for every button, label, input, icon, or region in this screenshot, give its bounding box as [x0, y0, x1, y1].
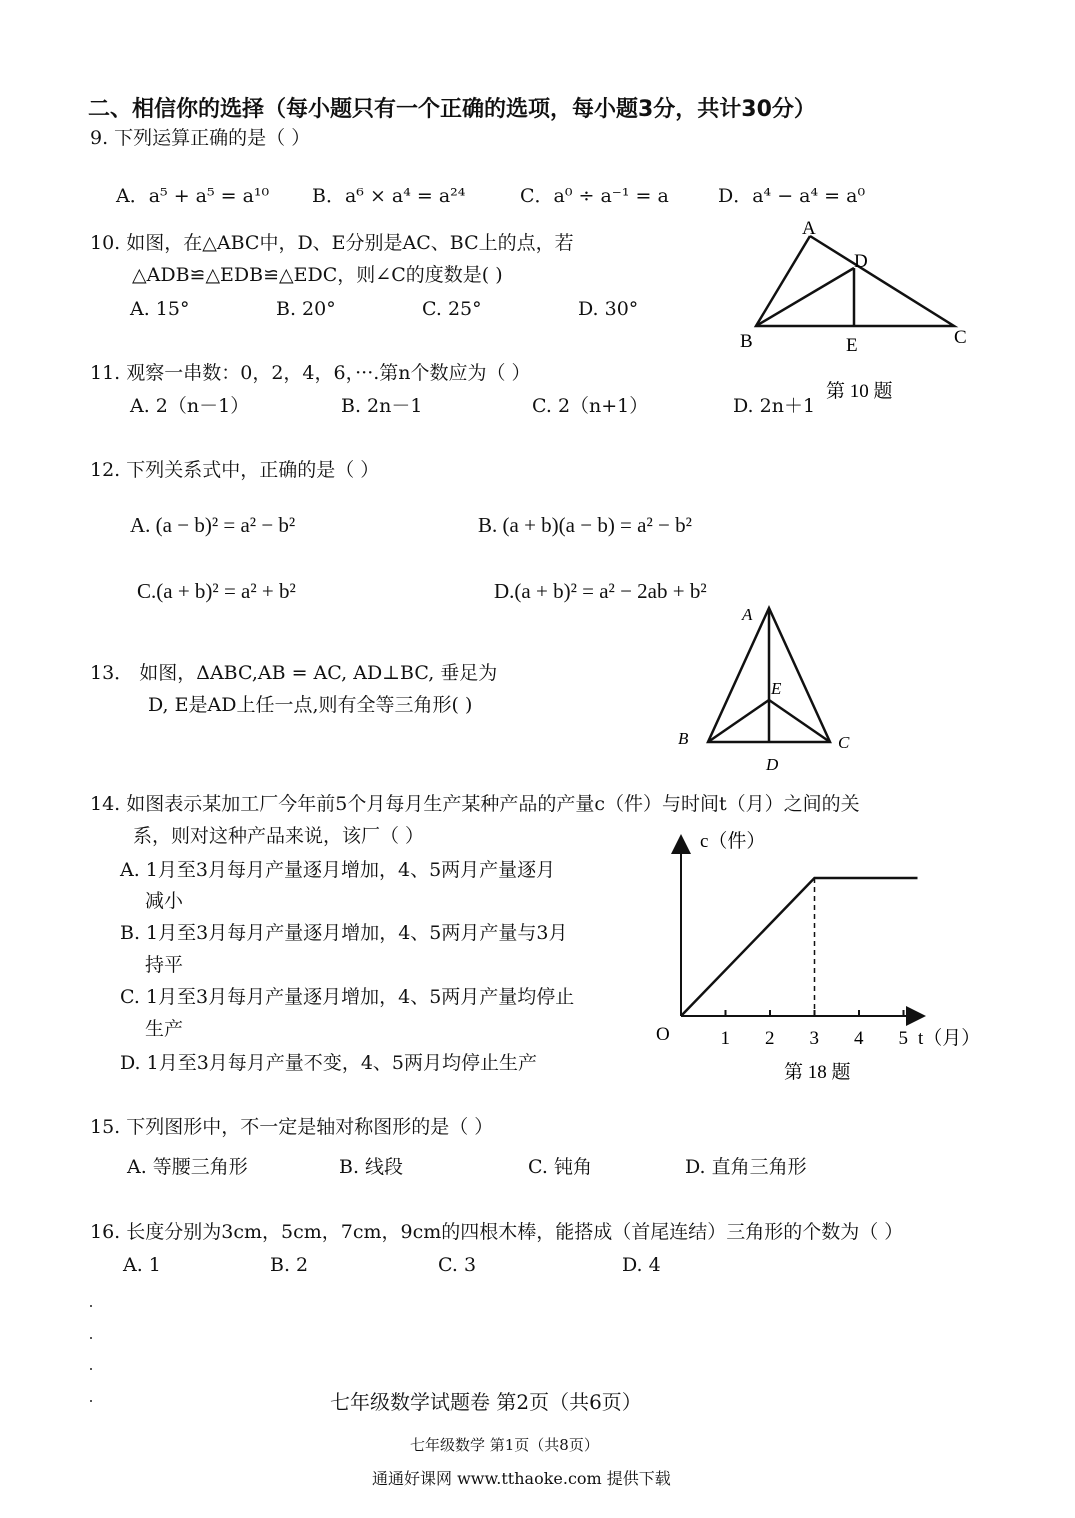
q16-option-a: A. 1: [123, 1254, 161, 1276]
q12-option-d: D.(a + b)² = a² − 2ab + b²: [494, 579, 707, 603]
q14-chart-caption: 第 18 题: [784, 1062, 851, 1083]
q13-stem-line2: D, E是AD上任一点,则有全等三角形( ): [148, 694, 473, 716]
q11-stem: 11. 观察一串数：0，2，4，6，···.第n个数应为（ ）: [90, 362, 531, 384]
x-axis-label: t（月）: [918, 1028, 981, 1049]
x-tick-label: 1: [720, 1028, 730, 1049]
q13-label-e: E: [771, 679, 782, 698]
footer-page-info-small: 七年级数学 第1页（共8页）: [410, 1436, 599, 1454]
q14-stem-line2: 系，则对这种产品来说，该厂（ ）: [133, 825, 425, 847]
q9-option-c: C．a⁰ ÷ a⁻¹ = a: [520, 185, 669, 207]
scan-speck: [90, 1337, 92, 1339]
q10-stem-line2: △ADB≌△EDB≌△EDC，则∠C的度数是( ): [132, 264, 503, 286]
q10-label-b: B: [740, 331, 753, 352]
q10-triangle-figure: [730, 214, 990, 414]
q11-option-c: C. 2（n+1）: [532, 395, 649, 417]
q13-stem-line1: 13． 如图，ΔABC,AB = AC, AD⊥BC, 垂足为: [90, 662, 498, 684]
footer-page-info: 七年级数学试题卷 第2页（共6页）: [330, 1390, 642, 1414]
q12-option-a: A. (a − b)² = a² − b²: [130, 513, 296, 537]
q15-option-b: B. 线段: [339, 1156, 404, 1178]
q14-production-chart: [650, 826, 990, 1088]
q13-label-a: A: [742, 605, 753, 624]
q13-triangle-figure: [670, 600, 870, 776]
origin-label: O: [656, 1024, 670, 1045]
q16-option-c: C. 3: [438, 1254, 477, 1276]
scan-speck: [90, 1368, 92, 1370]
q16-option-b: B. 2: [270, 1254, 309, 1276]
q16-option-d: D. 4: [622, 1254, 661, 1276]
q10-caption: 第 10 题: [826, 381, 893, 402]
q10-label-d: D: [854, 251, 868, 272]
x-tick-label: 2: [765, 1028, 775, 1049]
q11-option-a: A. 2（n－1）: [130, 395, 250, 417]
q14-option-d: D. 1月至3月每月产量不变，4、5两月均停止生产: [120, 1052, 537, 1074]
scan-speck: [90, 1400, 92, 1402]
q13-label-d: D: [766, 755, 779, 774]
q9-stem: 9. 下列运算正确的是（ ）: [90, 127, 311, 149]
q9-option-d: D．a⁴ − a⁴ = a⁰: [718, 185, 866, 207]
q15-stem: 15. 下列图形中，不一定是轴对称图形的是（ ）: [90, 1116, 494, 1138]
q11-option-d: D. 2n＋1: [733, 395, 816, 417]
q12-option-b: B. (a + b)(a − b) = a² − b²: [478, 513, 692, 537]
production-line: [681, 878, 918, 1016]
q16-stem: 16. 长度分别为3cm，5cm，7cm，9cm的四根木棒，能搭成（首尾连结）三角形的个数为（ ）: [90, 1221, 904, 1243]
q12-option-c: C.(a + b)² = a² + b²: [137, 579, 296, 603]
q15-option-d: D. 直角三角形: [685, 1156, 807, 1178]
q15-option-c: C. 钝角: [528, 1156, 592, 1178]
q11-option-b: B. 2n－1: [341, 395, 423, 417]
x-tick-label: 3: [809, 1028, 819, 1049]
scan-speck: [90, 1305, 92, 1307]
section-title: 二、相信你的选择（每小题只有一个正确的选项，每小题3分，共计30分）: [88, 97, 816, 122]
q14-option-a-line2: 减小: [145, 890, 184, 912]
q10-option-c: C. 25°: [422, 298, 482, 320]
footer-credit: 通通好课网 www.tthaoke.com 提供下载: [372, 1469, 671, 1488]
q14-option-b-line2: 持平: [145, 954, 184, 976]
q13-label-c: C: [838, 733, 850, 752]
q9-option-a: A．a⁵ + a⁵ = a¹⁰: [116, 185, 270, 207]
x-tick-label: 5: [898, 1028, 908, 1049]
q14-option-c-line2: 生产: [145, 1018, 184, 1040]
q10-option-a: A. 15°: [130, 298, 190, 320]
q10-option-b: B. 20°: [276, 298, 336, 320]
q10-label-c: C: [954, 327, 967, 348]
q14-option-c-line1: C. 1月至3月每月产量逐月增加，4、5两月产量均停止: [120, 986, 575, 1008]
q9-option-b: B．a⁶ × a⁴ = a²⁴: [312, 185, 466, 207]
q14-option-b-line1: B. 1月至3月每月产量逐月增加，4、5两月产量与3月: [120, 922, 568, 944]
q10-stem-line1: 10. 如图，在△ABC中，D、E分别是AC、BC上的点，若: [90, 232, 574, 254]
q14-stem-line1: 14. 如图表示某加工厂今年前5个月每月生产某种产品的产量c（件）与时间t（月）之间的关: [90, 793, 860, 815]
x-tick-label: 4: [854, 1028, 864, 1049]
q10-option-d: D. 30°: [578, 298, 639, 320]
q12-stem: 12. 下列关系式中，正确的是（ ）: [90, 459, 380, 481]
q13-label-b: B: [678, 729, 689, 748]
q10-label-e: E: [846, 335, 858, 356]
q14-option-a-line1: A. 1月至3月每月产量逐月增加，4、5两月产量逐月: [120, 859, 556, 881]
q15-option-a: A. 等腰三角形: [127, 1156, 248, 1178]
q10-label-a: A: [802, 218, 816, 239]
y-axis-label: c（件）: [700, 831, 766, 852]
